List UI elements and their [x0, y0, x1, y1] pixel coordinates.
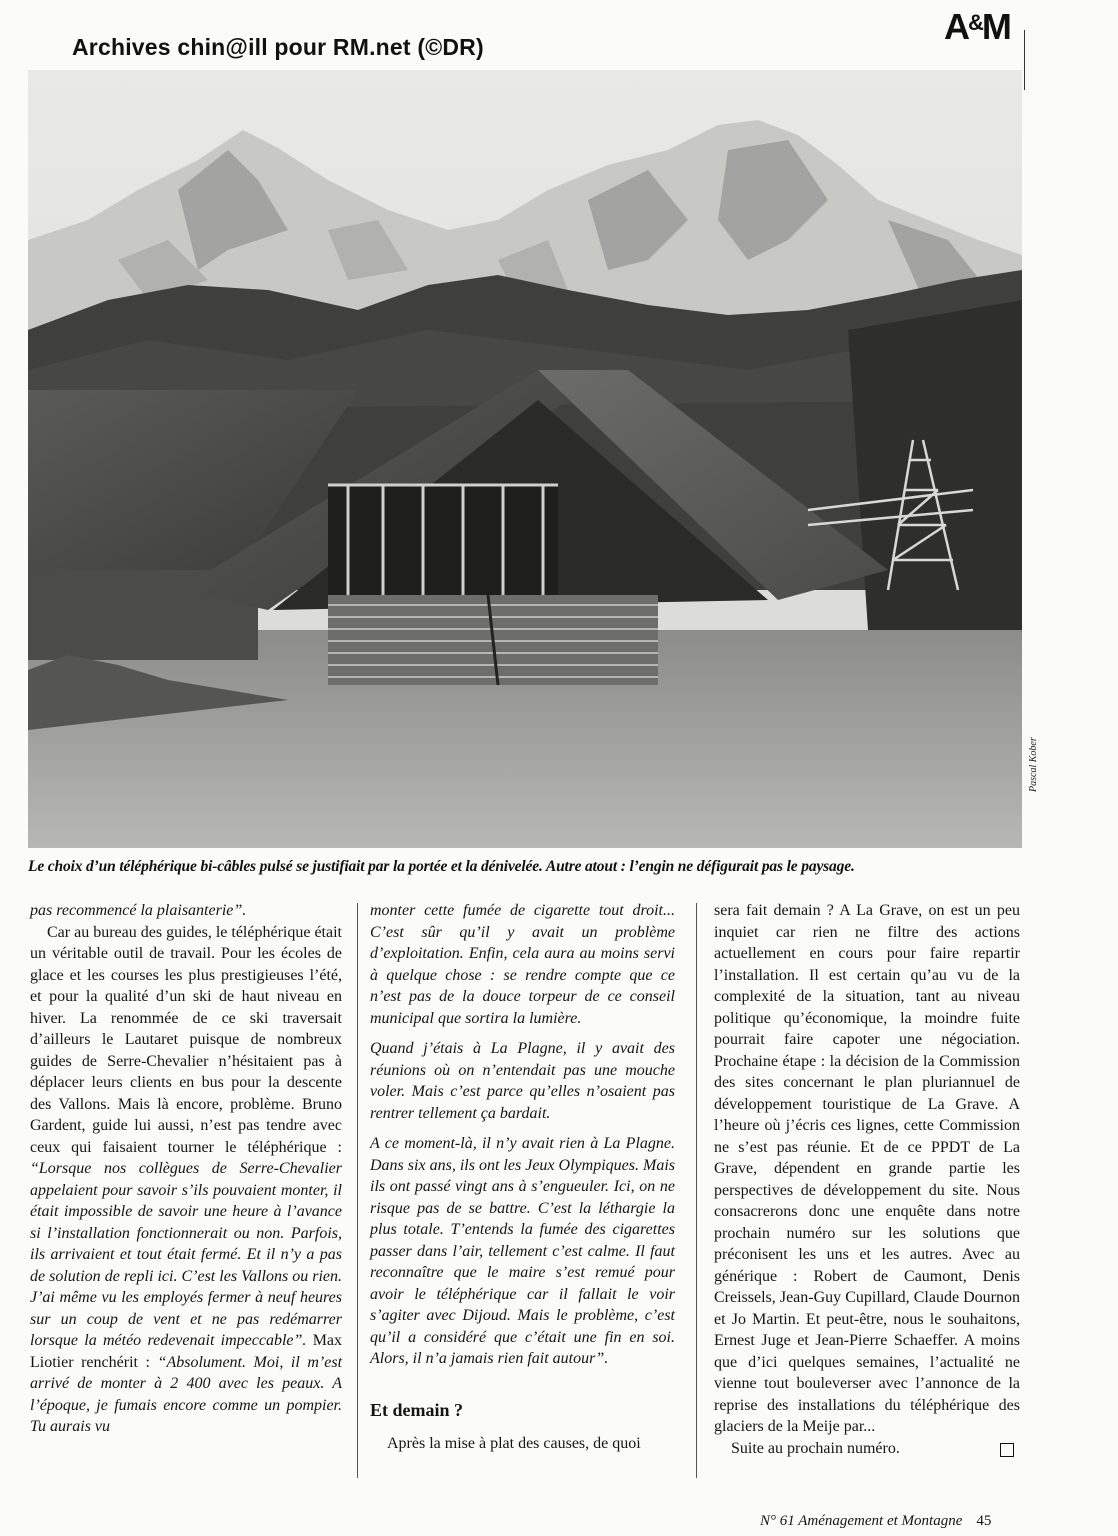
entrance-stairs: [328, 595, 658, 685]
cable-car-station-photo: [28, 70, 1022, 848]
logo-ampersand: &: [968, 10, 982, 35]
column-rule-1: [357, 903, 358, 1478]
col2-paragraph-4: Après la mise à plat des causes, de quoi: [387, 1435, 641, 1452]
col1-p2-text: Car au bureau des guides, le téléphérique était un véritable outil de travail. Pour les écoles de glace et les courses les plus prestigieuses l’été, et pour la qualité d’un ski de haut niveau en hiver. La renommée de ce ski traversait d’ailleurs le Lautaret puisque de nombreux guides de Serre-Chevalier n’hésitaient pas à déplacer leurs clients en bus pour la descente des Vallons. Mais là encore, problème. Bruno Gardent, guide lui aussi, n’est pas tendre avec ceux qui faisaient tourner le téléphérique :: [30, 923, 342, 1156]
logo-letter-a: A: [944, 6, 968, 47]
section-heading: Et demain ?: [370, 1399, 464, 1420]
end-of-article-box-icon: [1000, 1443, 1014, 1457]
column-2: [370, 900, 675, 1455]
logo-letter-m: M: [981, 6, 1010, 47]
photo-caption: Le choix d’un téléphérique bi-câbles pulsé se justifiait par la portée et la dénivelée. Autre atout : l’engin ne défigurait pas le paysage.: [28, 858, 855, 875]
col1-p2-quote2: “Absolument. Moi, il m’est arrivé de monter à 2 400 avec les peaux. A l’époque, je fumais encore comme un pompier. Tu aurais vu: [30, 1353, 343, 1435]
col3-paragraph-1: sera fait demain ? A La Grave, on est un peu inquiet car rien ne filtre des actions actuellement en cours pour faire repartir l’installation. Il est certain qu’au vu de la complexité de la situation, tant au niveau politique qu’économique, la moindre fuite pourrait faire capoter une négociation. Prochaine étape : la décision de la Commission des sites concernant le plan pluriannuel de développement touristique de La Grave. A l’heure où j’écris ces lignes, cette Commission ne s’est pas réunie. Et de ce PPDT de La Grave, dépendent en grande partie les perspectives de développement du site. Nous consacrerons donc une enquête dans notre prochain numéro sur les solutions que préconisent les uns et les autres. Avec au générique : Robert de Caumont, Denis Creissels, Jean-Guy Cupillard, Claude Dournon et Jo Martin. Et peut-être, nous le souhaitons, Ernest Juge et Jean-Pierre Schaeffer. A moins que d’ici quelques semaines, l’actualité ne vienne tout bouleverser avec l’annonce de la reprise des installations du téléphérique des glaciers de la Meije par...: [714, 902, 1020, 1435]
forest: [848, 300, 1022, 630]
header-rule: [1024, 30, 1025, 90]
column-rule-2: [696, 903, 697, 1478]
col2-paragraph-3: A ce moment-là, il n’y avait rien à La Plagne. Dans six ans, ils ont les Jeux Olympiques. Mais ils ont passé vingt ans à s’engueuler. Ici, on ne risque pas de se battre. C’est la léthargie la plus totale. T’entends la fumée des cigarettes passer dans l’air, tellement c’est calme. Il faut reconnaître que le maire s’est remué pour avoir le téléphérique car il fallait le voir s’agiter avec Dijoud. Mais le problème, c’est qu’il a considéré que c’était une fin en soi. Alors, il n’a jamais rien fait autour”.: [370, 1135, 675, 1367]
photo-credit: Pascal Kober: [1028, 737, 1039, 792]
col1-paragraph-2: [30, 922, 342, 1438]
column-1: [30, 900, 342, 1438]
page-footer: [760, 1513, 991, 1530]
col2-paragraph-2: Quand j’étais à La Plagne, il y avait des réunions où on n’entendait pas une mouche voler. Mais c’est parce qu’elles n’osaient pas rentrer tellement ça bardait.: [370, 1040, 675, 1122]
col2-paragraph-1: monter cette fumée de cigarette tout droit... C’est sûr qu’il y avait un problème d’exploitation. Enfin, cela aura au moins servi à quelque chose : se rendre compte que ce n’est pas de la douce torpeur de ce conseil municipal que sortira la lumière.: [370, 902, 675, 1027]
archive-watermark: Archives chin@ill pour RM.net (©DR): [72, 34, 484, 60]
footer-issue: N° 61 Aménagement et Montagne: [760, 1513, 963, 1529]
col1-p2-quote: “Lorsque nos collègues de Serre-Chevalier appelaient pour savoir s’ils pouvaient monter, il était impossible de savoir une heure à l’avance si l’installation fonctionnerait ou non. Parfois, ils arrivaient et tout était fermé. Et il n’y a pas de solution de repli ici. C’est les Vallons ou rien. J’ai même vu les employés fermer à neuf heures sur un coup de vent et ne pas redémarrer lorsque la météo redevenait impeccable”.: [30, 1160, 342, 1349]
col1-p2-tail: Max Liotier renchérit :: [30, 1332, 343, 1371]
col3-p2-text: Suite au prochain numéro.: [731, 1439, 900, 1457]
glass-doors: [328, 485, 558, 595]
magazine-logo: [944, 6, 1010, 48]
page-number: 45: [976, 1513, 992, 1529]
col3-paragraph-2: [714, 1438, 1020, 1460]
column-3: [714, 900, 1020, 1459]
col1-paragraph-1: pas recommencé la plaisanterie”.: [30, 902, 247, 919]
